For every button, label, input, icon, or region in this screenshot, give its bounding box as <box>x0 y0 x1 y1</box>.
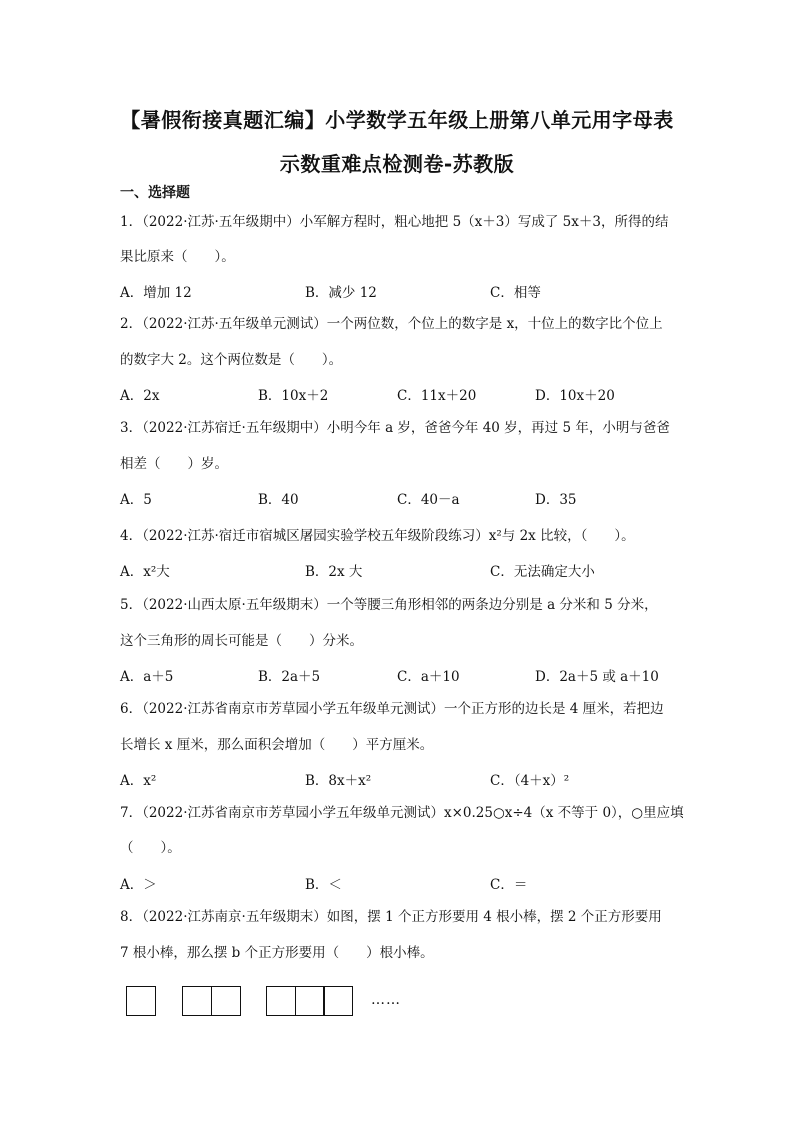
question-5-option-b: B．2a＋5 <box>258 669 321 685</box>
question-2-option-b: B．10x＋2 <box>258 388 329 404</box>
figure-square-group-3a <box>266 986 296 1016</box>
figure-square-group-3c <box>323 986 353 1016</box>
question-4-option-a: A．x²大 <box>120 564 170 580</box>
question-8-line-1: 8．（2022·江苏南京·五年级期末）如图，摆 1 个正方形要用 4 根小棒，摆 2 个正方形要用 <box>120 909 662 925</box>
question-6-option-c: C．（4＋x）² <box>490 773 570 789</box>
question-2-option-a: A．2x <box>120 388 160 404</box>
question-3-option-a: A．5 <box>120 492 152 508</box>
figure-square-group-1 <box>126 986 156 1016</box>
question-3-option-d: D．35 <box>535 492 577 508</box>
figure-square-group-3b <box>295 986 325 1016</box>
figure-square-group-2b <box>211 986 241 1016</box>
question-3-option-c: C．40－a <box>397 492 460 508</box>
square-sticks-figure <box>126 986 426 1020</box>
question-7-option-b: B．＜ <box>305 877 342 893</box>
question-6-option-b: B．8x＋x² <box>305 773 372 789</box>
question-5-line-2: 这个三角形的周长可能是（ ）分米。 <box>120 633 363 649</box>
question-6-line-2: 长增长 x 厘米，那么面积会增加（ ）平方厘米。 <box>120 737 434 753</box>
question-7-line-2: （ ）。 <box>120 840 181 856</box>
question-6-line-1: 6．（2022·江苏省南京市芳草园小学五年级单元测试）一个正方形的边长是 4 厘米，若把边 <box>120 701 664 717</box>
question-2-option-c: C．11x＋20 <box>397 388 477 404</box>
question-1-option-b: B．减少 12 <box>305 285 377 301</box>
question-7-option-a: A．＞ <box>120 877 157 893</box>
question-5-option-d: D．2a＋5 或 a＋10 <box>535 669 659 685</box>
question-2-line-2: 的数字大 2。这个两位数是（ ）。 <box>120 352 343 368</box>
figure-square-group-2a <box>182 986 212 1016</box>
question-2-line-1: 2．（2022·江苏·五年级单元测试）一个两位数，个位上的数字是 x，十位上的数字比个位上 <box>120 316 663 332</box>
question-4-option-c: C．无法确定大小 <box>490 564 595 580</box>
question-1-line-1: 1．（2022·江苏·五年级期中）小军解方程时，粗心地把 5（x＋3）写成了 5x＋3，所得的结 <box>120 214 669 230</box>
question-5-option-a: A．a＋5 <box>120 669 174 685</box>
question-4-line-1: 4．（2022·江苏·宿迁市宿城区屠园实验学校五年级阶段练习）x²与 2x 比较，（ ）。 <box>120 528 635 544</box>
question-3-option-b: B．40 <box>258 492 299 508</box>
document-title-line-2: 示数重难点检测卷-苏教版 <box>279 152 515 176</box>
question-6-option-a: A．x² <box>120 773 157 789</box>
figure-ellipsis: …… <box>371 992 401 1008</box>
question-2-option-d: D．10x＋20 <box>535 388 615 404</box>
document-title-line-1: 【暑假衔接真题汇编】小学数学五年级上册第八单元用字母表 <box>120 108 674 132</box>
question-1-option-a: A．增加 12 <box>120 285 192 301</box>
question-1-option-c: C．相等 <box>490 285 541 301</box>
question-3-line-2: 相差（ ）岁。 <box>120 456 228 472</box>
question-1-line-2: 果比原来（ ）。 <box>120 249 235 265</box>
question-7-option-c: C．＝ <box>490 877 528 893</box>
question-7-line-1: 7．（2022·江苏省南京市芳草园小学五年级单元测试）x×0.25○x÷4（x 不等于 0），○里应填 <box>120 805 684 821</box>
question-8-line-2: 7 根小棒，那么摆 b 个正方形要用（ ）根小棒。 <box>120 945 434 961</box>
question-5-option-c: C．a＋10 <box>397 669 460 685</box>
question-3-line-1: 3．（2022·江苏宿迁·五年级期中）小明今年 a 岁，爸爸今年 40 岁，再过 5 年，小明与爸爸 <box>120 420 670 436</box>
section-heading: 一、选择题 <box>120 185 190 201</box>
question-5-line-1: 5．（2022·山西太原·五年级期末）一个等腰三角形相邻的两条边分别是 a 分米和 5 分米， <box>120 597 658 613</box>
question-4-option-b: B．2x 大 <box>305 564 363 580</box>
